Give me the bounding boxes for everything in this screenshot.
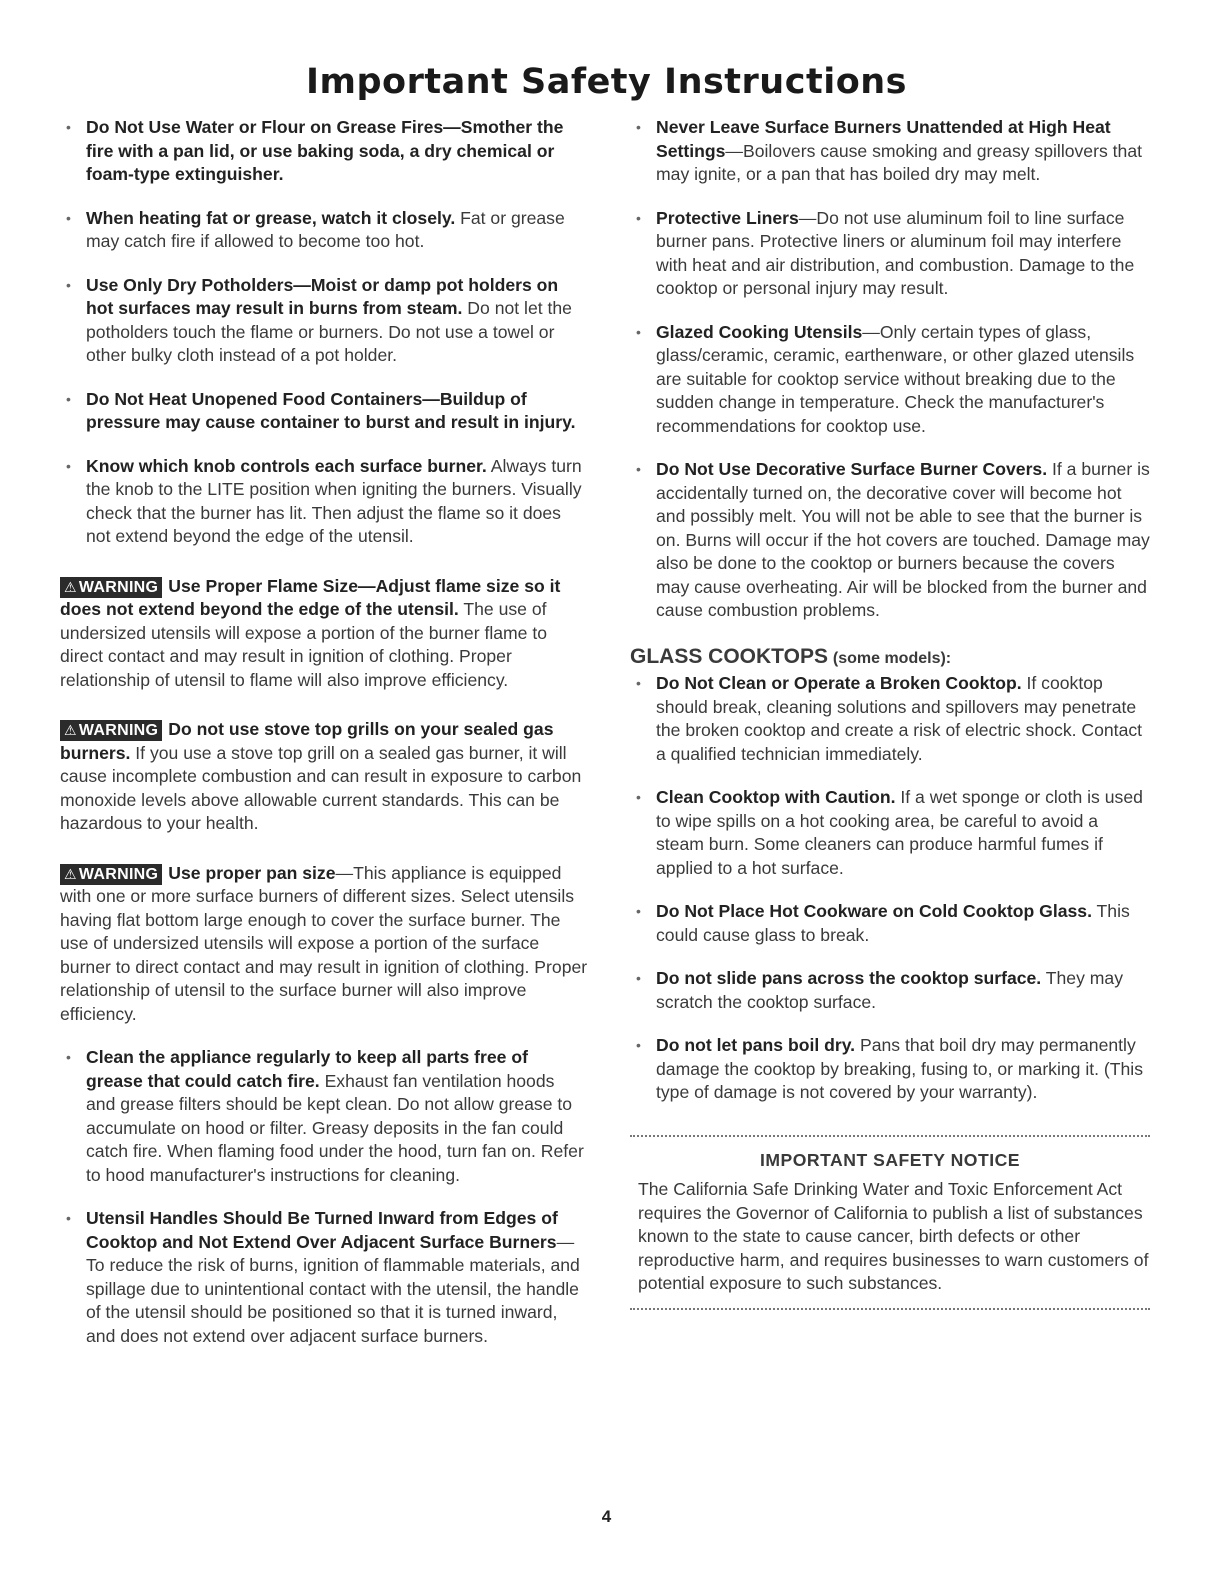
notice-title: IMPORTANT SAFETY NOTICE — [759, 1149, 1021, 1170]
warning-text: —This appliance is equipped with one or more surface burners of different sizes. Select utensils having flat bottom large enough to cover the surface burner. The use of undersized utensils will expose a portion of the surface burner to direct contact and may result in ignition of clothing. Proper relationship of utensil to the surface burner will also improve efficiency. — [60, 862, 588, 1024]
right-column — [630, 116, 1150, 1310]
list-item — [630, 207, 1150, 301]
glass-cooktops-heading — [630, 645, 1150, 671]
warning-label: WARNING — [78, 865, 159, 883]
warning-label: WARNING — [78, 578, 159, 596]
left-column — [60, 116, 588, 1348]
warning-paragraph — [60, 718, 588, 836]
list-item — [630, 786, 1150, 880]
item-text: —Do not use aluminum foil to line surface burner pans. Protective liners or aluminum foil may interfere with heat and air distribution, and combustion. Damage to the cooktop or personal injury may result. — [656, 207, 1135, 298]
item-heading: Do Not Use Decorative Surface Burner Covers. — [656, 459, 1048, 479]
item-heading: Know which knob controls each surface burner. — [86, 455, 487, 476]
item-heading: Do Not Use Water or Flour on Grease Fires—Smother the fire with a pan lid, or use baking soda, a dry chemical or foam-type extinguisher. — [86, 117, 564, 184]
item-text: Pans that boil dry may permanently damage the cooktop by breaking, fusing to, or marking it. (This type of damage is not covered by your warranty). — [656, 1035, 1144, 1102]
item-heading: Glazed Cooking Utensils — [656, 321, 863, 342]
safety-notice — [630, 1135, 1150, 1310]
item-heading: Do Not Heat Unopened Food Containers—Buildup of pressure may cause container to burst and result in injury. — [86, 388, 576, 432]
warning-heading: Use Proper Flame Size—Adjust flame size so it does not extend beyond the edge of the utensil. — [60, 575, 561, 619]
warning-label: WARNING — [78, 722, 159, 739]
item-text: This could cause glass to break. — [656, 901, 1130, 945]
item-heading: Never Leave Surface Burners Unattended at High Heat Settings — [656, 117, 1111, 161]
item-heading: Do not let pans boil dry. — [656, 1035, 856, 1055]
warning-text: If you use a stove top grill on a sealed gas burner, it will cause incomplete combustion and can result in exposure to carbon monoxide levels above allowable current standards. This can be hazardous to your health. — [60, 742, 582, 833]
item-text: Fat or grease may catch fire if allowed to become too hot. — [86, 207, 565, 251]
item-heading: Utensil Handles Should Be Turned Inward from Edges of Cooktop and Not Extend Over Adjacent Surface Burners — [86, 1208, 558, 1252]
item-heading: Use Only Dry Potholders—Moist or damp pot holders on hot surfaces may result in burns from steam. — [86, 274, 559, 318]
page-number: 4 — [601, 1507, 612, 1526]
page-title: Important Safety Instructions — [305, 62, 907, 102]
divider — [630, 1308, 1150, 1310]
glass-heading-text: GLASS COOKTOPS — [630, 644, 828, 668]
item-text: —Only certain types of glass, glass/ceramic, ceramic, earthenware, or other glazed utensils are suitable for cooktop service without breaking due to the sudden change in temperature. Check the manufacturer's recommendations for cooktop use. — [656, 321, 1135, 436]
list-item — [60, 1046, 588, 1187]
warning-badge — [60, 720, 162, 741]
item-text: They may scratch the cooktop surface. — [656, 968, 1124, 1012]
list-item — [630, 672, 1150, 766]
item-text: If a wet sponge or cloth is used to wipe spills on a hot cooking area, be careful to avoid a steam burn. Some cleaners can produce harmful fumes if applied to a hot surface. — [656, 787, 1143, 878]
list-item — [60, 455, 588, 549]
item-text: If a burner is accidentally turned on, the decorative cover will become hot and possibly melt. You will not be able to see that the burner is on. Burns will occur if the hot covers are touched. Damage may also be done to the cooktop or burners because the covers may cause overheating. Air will be blocked from the burner and cause combustion problems. — [656, 459, 1150, 620]
item-heading: Protective Liners — [656, 207, 799, 228]
divider — [630, 1135, 1150, 1137]
item-text: Exhaust fan ventilation hoods and grease filters should be kept clean. Do not allow grease to accumulate on hood or filter. Greasy deposits in the fan could catch fire. When flaming food under the hood, turn fan on. Refer to hood manufacturer's instructions for cleaning. — [86, 1070, 584, 1185]
item-heading: When heating fat or grease, watch it closely. — [86, 207, 456, 228]
item-text: Do not let the potholders touch the flame or burners. Do not use a towel or other bulky cloth instead of a pot holder. — [86, 298, 572, 365]
list-item — [60, 388, 588, 435]
list-item — [630, 900, 1150, 947]
warning-text: The use of undersized utensils will expose a portion of the burner flame to direct contact and may result in ignition of clothing. Proper relationship of utensil to flame will also improve efficiency. — [60, 599, 548, 690]
list-item — [60, 207, 588, 254]
glass-heading-note: (some models): — [832, 649, 952, 667]
item-heading: Do Not Place Hot Cookware on Cold Cooktop Glass. — [656, 901, 1092, 921]
warning-badge — [60, 577, 162, 598]
warning-paragraph — [60, 575, 588, 693]
list-item — [630, 1034, 1150, 1105]
list-item — [630, 321, 1150, 439]
list-item — [630, 967, 1150, 1014]
warning-triangle-icon: ⚠ — [64, 722, 77, 738]
item-heading: Clean Cooktop with Caution. — [656, 787, 896, 807]
list-item — [60, 274, 588, 368]
item-text: —Boilovers cause smoking and greasy spillovers that may ignite, or a pan that has boiled dry may melt. — [656, 140, 1142, 184]
notice-text: The California Safe Drinking Water and Toxic Enforcement Act requires the Governor of California to publish a list of substances known to the state to cause cancer, birth defects or other reproductive harm, and requires businesses to warn customers of potential exposure to such substances. — [638, 1179, 1149, 1293]
warning-badge — [60, 864, 162, 885]
warning-triangle-icon: ⚠ — [64, 578, 77, 595]
list-item — [60, 116, 588, 187]
item-heading: Clean the appliance regularly to keep all parts free of grease that could catch fire. — [86, 1047, 528, 1091]
list-item — [630, 116, 1150, 187]
item-text: Always turn the knob to the LITE position when igniting the burners. Visually check that the burner has lit. Then adjust the flame so it does not extend beyond the edge of the utensil. — [86, 455, 582, 546]
warning-heading: Use proper pan size — [168, 862, 336, 883]
item-heading: Do Not Clean or Operate a Broken Cooktop. — [656, 673, 1022, 693]
item-text: If cooktop should break, cleaning solutions and spillovers may penetrate the broken cooktop and create a risk of electric shock. Contact a qualified technician immediately. — [656, 673, 1143, 764]
item-heading: Do not slide pans across the cooktop surface. — [656, 968, 1042, 988]
warning-paragraph — [60, 862, 588, 1027]
item-text: —To reduce the risk of burns, ignition of flammable materials, and spillage due to unintentional contact with the utensil, the handle of the utensil should be positioned so that it is turned inward, and does not extend over adjacent surface burners. — [86, 1231, 580, 1346]
warning-triangle-icon: ⚠ — [64, 865, 77, 882]
warning-heading: Do not use stove top grills on your sealed gas burners. — [60, 719, 554, 763]
list-item — [60, 1207, 588, 1348]
list-item — [630, 458, 1150, 623]
